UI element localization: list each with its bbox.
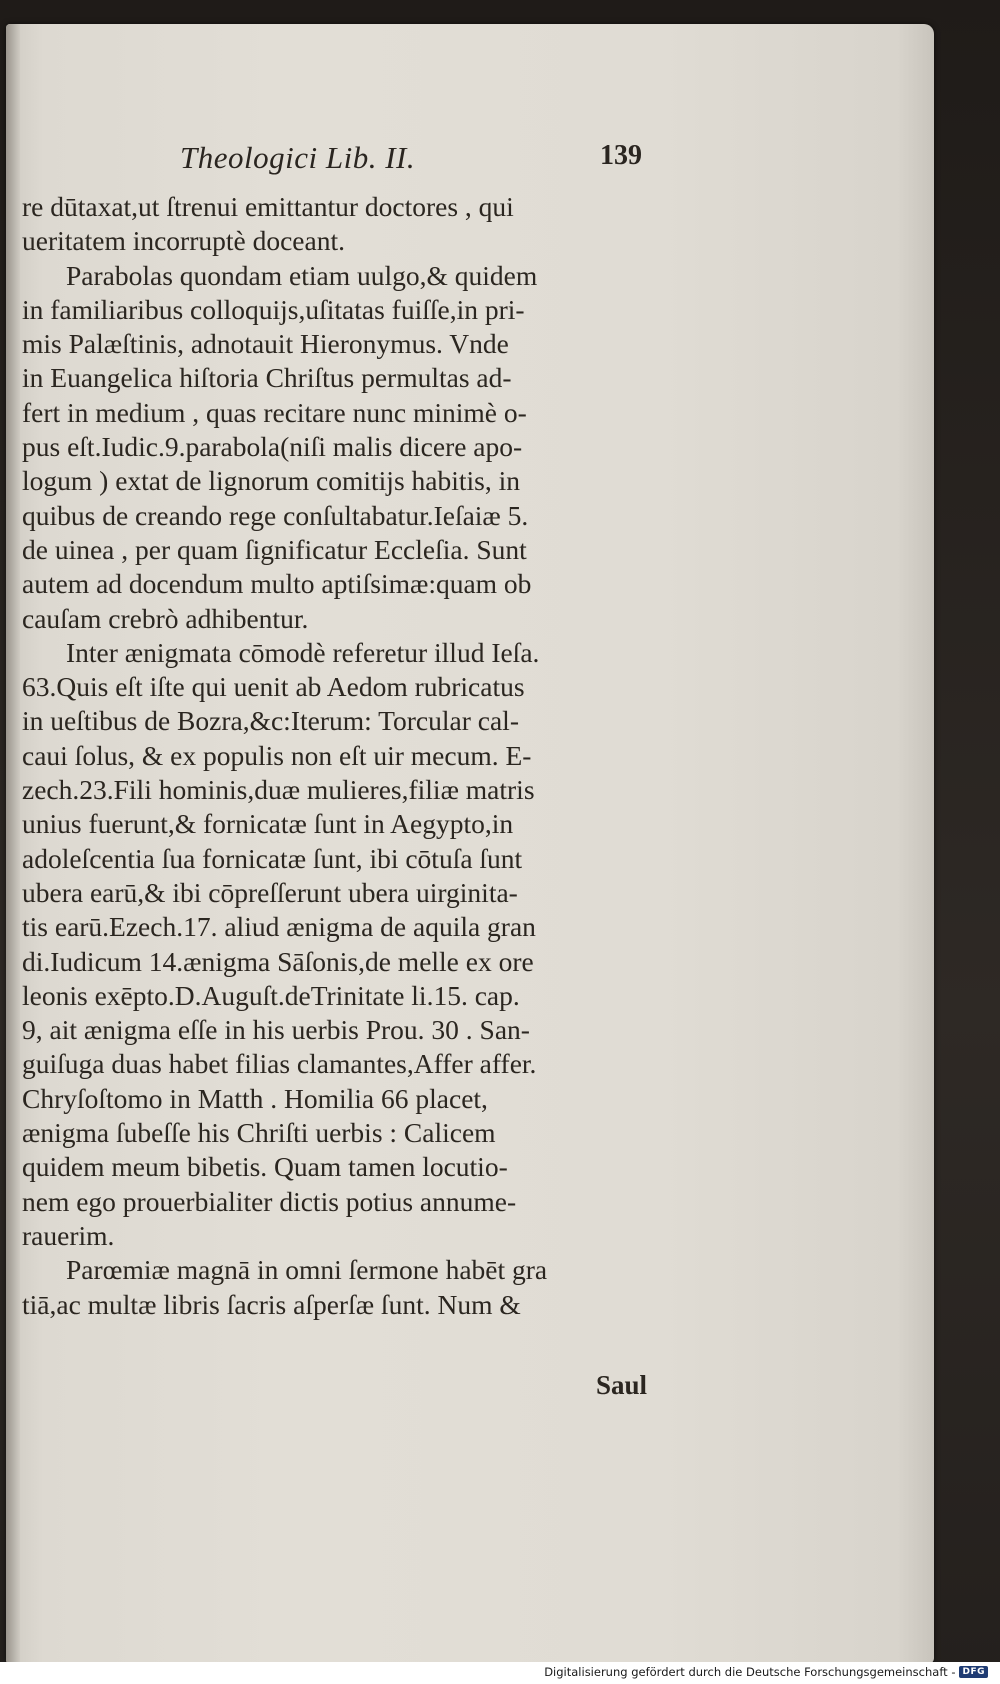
text-line: caui ſolus, & ex populis non eſt uir mecum. E- (22, 739, 532, 771)
running-head (180, 140, 1000, 180)
text-line: ueritatem incorruptè doceant. (22, 225, 345, 257)
text-line: adoleſcentia ſua fornicatæ ſunt, ibi cōtuſa ſunt (22, 842, 523, 874)
footer-credit (540, 1662, 992, 1682)
text-line: Chryſoſtomo in Matth . Homilia 66 placet, (22, 1082, 488, 1114)
text-line: fert in medium , quas recitare nunc minimè o- (22, 396, 527, 428)
text-line: logum ) extat de lignorum comitijs habitis, in (22, 465, 520, 497)
text-line: rauerim. (22, 1219, 115, 1251)
text-line: cauſam crebrò adhibentur. (22, 602, 309, 634)
text-line: quidem meum bibetis. Quam tamen locutio- (22, 1151, 508, 1183)
text-line: 9, ait ænigma eſſe in his uerbis Prou. 30 . San- (22, 1014, 530, 1046)
text-line: 63.Quis eſt iſte qui uenit ab Aedom rubricatus (22, 671, 525, 703)
text-line: quibus de creando rege conſultabatur.Ieſaiæ 5. (22, 499, 529, 531)
text-line: pus eſt.Iudic.9.parabola(niſi malis dicere apo- (22, 431, 523, 463)
text-line: unius fuerunt,& fornicatæ ſunt in Aegypto,in (22, 808, 514, 840)
text-line: guiſuga duas habet filias clamantes,Affer affer. (22, 1048, 537, 1080)
page-number: 139 (600, 140, 642, 171)
text-line: re dūtaxat,ut ſtrenui emittantur doctores , qui (22, 191, 514, 222)
text-line: ubera earū,& ibi cōpreſſerunt ubera uirginita- (22, 876, 518, 908)
text-line: leonis exēpto.D.Auguſt.deTrinitate li.15. cap. (22, 979, 520, 1011)
dfg-logo-icon: DFG (959, 1666, 988, 1678)
text-line: in Euangelica hiſtoria Chriſtus permultas ad- (22, 362, 512, 394)
text-line: tiā,ac multæ libris ſacris aſperſæ ſunt. Num & (22, 1288, 521, 1320)
text-line: mis Palæſtinis, adnotauit Hieronymus. Vnde (22, 328, 509, 360)
catchword: Saul (596, 1370, 648, 1400)
text-line: nem ego prouerbialiter dictis potius annume- (22, 1185, 517, 1217)
text-line: ænigma ſubeſſe his Chriſti uerbis : Calicem (22, 1117, 496, 1149)
text-line: autem ad docendum multo aptiſsimæ:quam ob (22, 568, 532, 600)
footer-credit-text: Digitalisierung gefördert durch die Deutsche Forschungsgemeinschaft - (544, 1665, 956, 1679)
text-line: Inter ænigmata cōmodè referetur illud Ieſa. (66, 636, 540, 668)
text-line: zech.23.Fili hominis,duæ mulieres,filiæ matris (22, 774, 535, 806)
text-line: Parœmiæ magnā in omni ſermone habēt gra (66, 1254, 548, 1286)
text-line: in ueſtibus de Bozra,&c:Iterum: Torcular cal- (22, 705, 519, 737)
page-gutter (6, 24, 20, 1664)
text-line: di.Iudicum 14.ænigma Sāſonis,de melle ex ore (22, 945, 534, 977)
text-line: tis earū.Ezech.17. aliud ænigma de aquila gran (22, 911, 536, 943)
text-line: Parabolas quondam etiam uulgo,& quidem (66, 259, 538, 291)
text-line: de uinea , per quam ſignificatur Eccleſia. Sunt (22, 533, 527, 565)
body-text (22, 190, 642, 1322)
running-title: Theologici Lib. II. (180, 140, 416, 175)
text-line: in familiaribus colloquijs,uſitatas fuiſſe,in pri- (22, 293, 525, 325)
